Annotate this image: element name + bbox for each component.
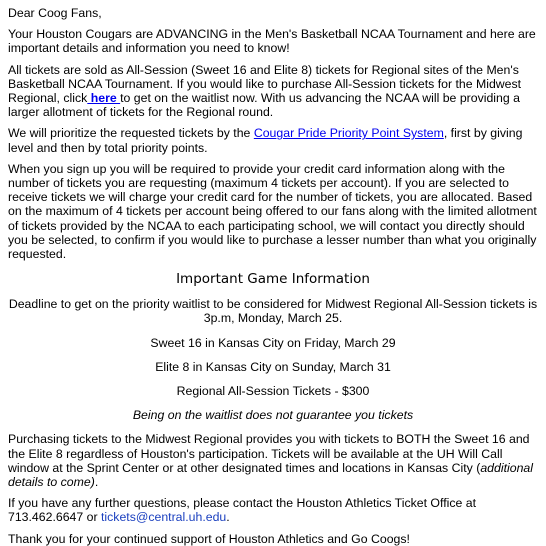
closing-line: Thank you for your continued support of Houston Athletics and Go Coogs!	[8, 531, 410, 546]
purchase-end: .	[94, 475, 99, 490]
price-text: Regional All-Session Tickets - $300	[176, 384, 370, 399]
purchase-italic: additional details to come)	[8, 460, 533, 490]
elite8-text: Elite 8 in Kansas City on Sunday, March 31	[155, 359, 391, 374]
questions-end: .	[226, 510, 230, 525]
signup-paragraph: When you sign up you will be required to provide your credit card information along with the number of tickets you are requesting (maximum 4 tickets per account). If you are selected to receive tickets we will charge your credit card for the number of tickets, you are allocated. Based on the maximum of 4 tickets per account being offered to our fans along with the limited allotment of tickets provided by the NCAA to each participating school, we will contact you directly should you be selected, to confirm if you would like to purchase a lesser number than what you originally requested.	[8, 161, 537, 262]
priority-text-after: , first by giving level and then by total priority points.	[8, 126, 523, 155]
priority-text-before: We will prioritize the requested tickets by the	[8, 126, 254, 141]
waitlist-here-link[interactable]: here	[87, 91, 121, 106]
sweet16-text: Sweet 16 in Kansas City on Friday, March 29	[150, 335, 396, 350]
tickets-paragraph	[8, 63, 538, 120]
game-info-heading: Important Game Information	[176, 271, 370, 288]
ticket-office-email-link[interactable]: tickets@central.uh.edu	[101, 510, 227, 525]
purchase-text: Purchasing tickets to the Midwest Regional provides you with tickets to BOTH the Sweet 16 and the Elite 8 regardless of Houston's participation. Tickets will be available at the UH Will Call window at the Sprint Center or at other designated times and locations in Kansas City (	[8, 432, 530, 475]
priority-point-system-link[interactable]: Cougar Pride Priority Point System	[253, 126, 444, 141]
tickets-text-after: to get on the waitlist now. With us advancing the NCAA will be providing a larger allotment of tickets for the Regional round.	[8, 91, 520, 120]
deadline-text: Deadline to get on the priority waitlist to be considered for Midwest Regional All-Session tickets is 3p.m, Monday, March 25.	[8, 297, 538, 326]
intro-paragraph: Your Houston Cougars are ADVANCING in the Men's Basketball NCAA Tournament and here are important details and information you need to know!	[8, 27, 536, 56]
waitlist-note: Being on the waitlist does not guarantee you tickets	[132, 408, 414, 423]
purchase-paragraph	[8, 432, 538, 489]
tickets-text-before: All tickets are sold as All-Session (Sweet 16 and Elite 8) tickets for Regional sites of the Men's Basketball NCAA Tournament. If you would like to purchase All-Session tickets for the Midwest Regional, click	[8, 62, 522, 106]
priority-paragraph	[8, 126, 538, 154]
questions-paragraph	[8, 496, 538, 524]
questions-text: If you have any further questions, please contact the Houston Athletics Ticket Office at 713.462.6647 or	[8, 496, 477, 525]
greeting: Dear Coog Fans,	[8, 6, 102, 20]
